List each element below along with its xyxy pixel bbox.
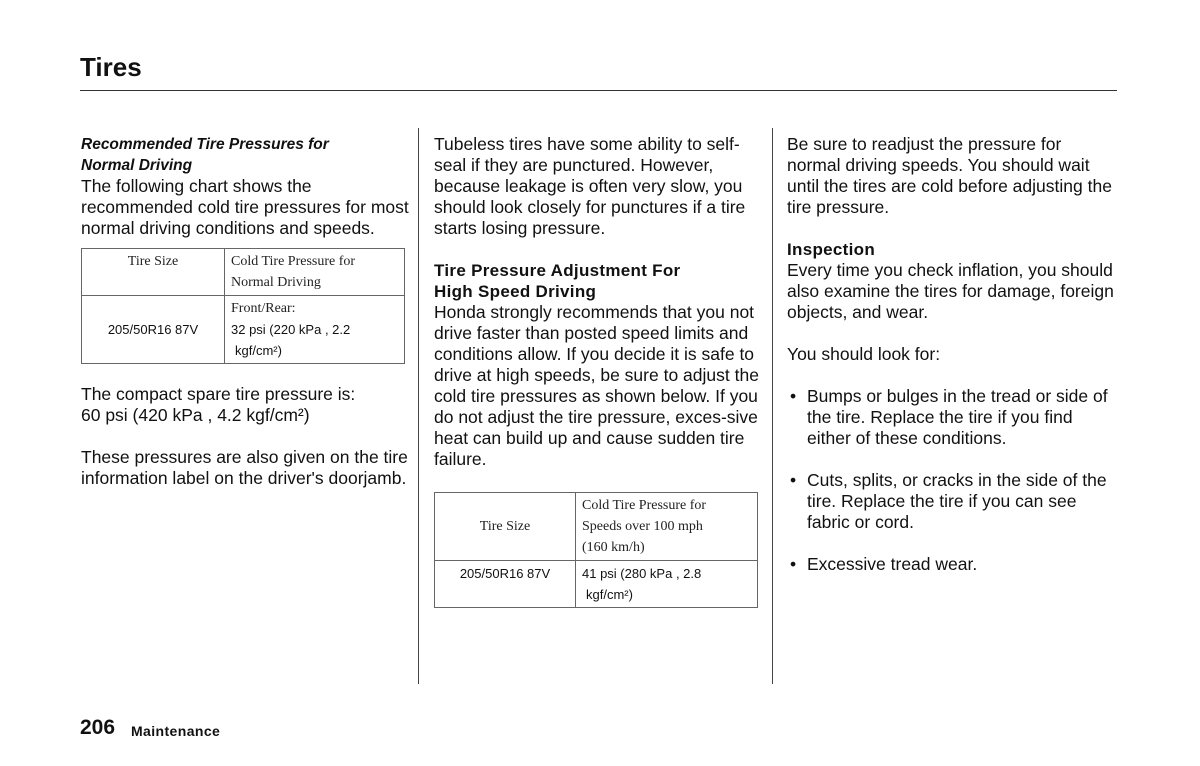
table-header-size: Tire Size: [435, 493, 576, 561]
bullet-icon: •: [790, 470, 797, 490]
table-header-pressure: Cold Tire Pressure for Normal Driving: [225, 249, 405, 296]
list-item: • Cuts, splits, or cracks in the side of the tire. Replace the tire if you can see fabric or cord.: [790, 470, 1107, 532]
table-header-size: Tire Size: [82, 249, 225, 296]
table-row: [435, 561, 758, 608]
column-divider-2: [772, 128, 773, 684]
table-header-row: [435, 493, 758, 561]
list-item: • Excessive tread wear.: [790, 554, 978, 574]
table-cell-size: 205/50R16 87V: [435, 561, 576, 608]
spare-pressure-label: The compact spare tire pressure is:: [81, 384, 356, 404]
self-seal-paragraph: Tubeless tires have some ability to self-seal if they are punctured. However, because leakage is often very slow, you should look closely for punctures if a tire starts losing pressure.: [434, 134, 746, 238]
inspection-paragraph: Every time you check inflation, you should also examine the tires for damage, foreign objects, and wear.: [787, 260, 1114, 322]
table-row: [82, 296, 405, 364]
list-item: • Bumps or bulges in the tread or side of the tire. Replace the tire if you find either of these conditions.: [790, 386, 1108, 448]
readjust-paragraph: Be sure to readjust the pressure for normal driving speeds. You should wait until the tires are cold before adjusting the tire pressure.: [787, 134, 1112, 217]
chart-intro: The following chart shows the recommended cold tire pressures for most normal driving conditions and speeds.: [81, 176, 409, 238]
column-1: [81, 134, 411, 489]
normal-driving-heading: Recommended Tire Pressures for Normal Driving: [81, 136, 329, 174]
page-title: Tires: [80, 52, 142, 82]
doorjamb-note: These pressures are also given on the tire information label on the driver's doorjamb.: [81, 447, 408, 488]
section-name: Maintenance: [131, 723, 221, 739]
table-header-pressure: Cold Tire Pressure for Speeds over 100 mph (160 km/h): [576, 493, 758, 561]
high-speed-pressure-table: [434, 492, 758, 608]
column-divider-1: [418, 128, 419, 684]
title-divider: [80, 90, 1117, 91]
column-2: [434, 134, 764, 608]
page-number: 206: [80, 716, 116, 739]
high-speed-paragraph: Honda strongly recommends that you not drive faster than posted speed limits and conditions allow. If you decide it is safe to drive at high speeds, be sure to adjust the cold tire pressures as shown below. If you do not adjust the tire pressure, exces-sive heat can build up and cause sudden tire failure.: [434, 302, 759, 469]
look-for-label: You should look for:: [787, 344, 941, 364]
bullet-icon: •: [790, 386, 797, 406]
spare-pressure-value: 60 psi (420 kPa , 4.2 kgf/cm²): [81, 405, 310, 425]
high-speed-heading: Tire Pressure Adjustment For High Speed Driving: [434, 261, 681, 301]
table-cell-pressure: Front/Rear: 32 psi (220 kPa , 2.2 kgf/cm²): [225, 296, 405, 364]
table-header-row: [82, 249, 405, 296]
table-cell-size: 205/50R16 87V: [82, 296, 225, 364]
inspection-heading: Inspection: [787, 240, 876, 259]
normal-pressure-table: [81, 248, 405, 364]
table-cell-pressure: 41 psi (280 kPa , 2.8 kgf/cm²): [576, 561, 758, 608]
column-3: [787, 134, 1117, 575]
bullet-icon: •: [790, 554, 797, 574]
